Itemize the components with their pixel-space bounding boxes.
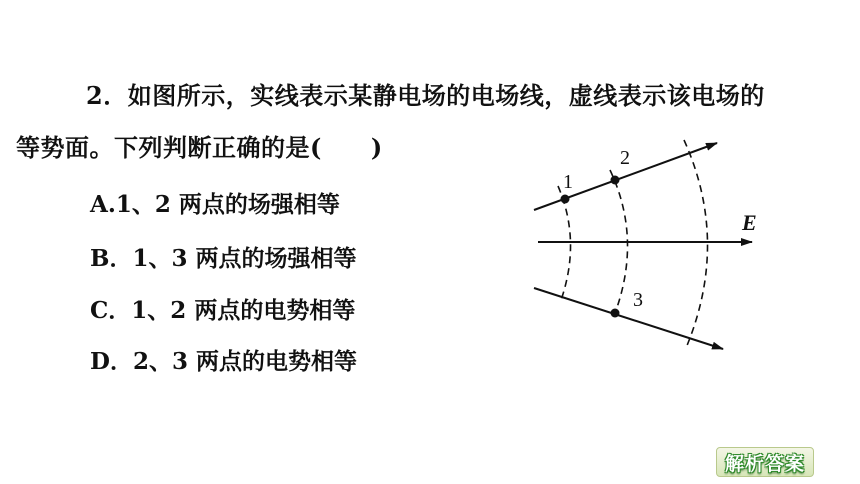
option-b: B．1、3 两点的场强相等 [90, 245, 357, 272]
point-3 [611, 309, 620, 318]
point-3-label: 3 [633, 289, 643, 311]
question-text-line-1: 2．如图所示，实线表示某静电场的电场线，虚线表示该电场的 [86, 81, 765, 110]
equipotential-line-2 [610, 170, 628, 321]
point-1 [561, 195, 570, 204]
option-c: C．1、2 两点的电势相等 [90, 297, 356, 324]
question-text-line-2: 等势面。下列判断正确的是( ) [16, 133, 383, 162]
option-d: D．2、3 两点的电势相等 [90, 348, 357, 375]
field-e-label: E [742, 210, 757, 235]
option-a: A.1、2 两点的场强相等 [90, 191, 340, 218]
point-1-label: 1 [563, 171, 573, 193]
show-answer-button[interactable]: 解析答案 [716, 447, 814, 477]
equipotential-line-3 [684, 140, 708, 348]
electric-field-diagram [520, 138, 770, 363]
equipotential-line-1 [558, 186, 571, 303]
point-2 [611, 176, 620, 185]
point-2-label: 2 [620, 147, 630, 169]
